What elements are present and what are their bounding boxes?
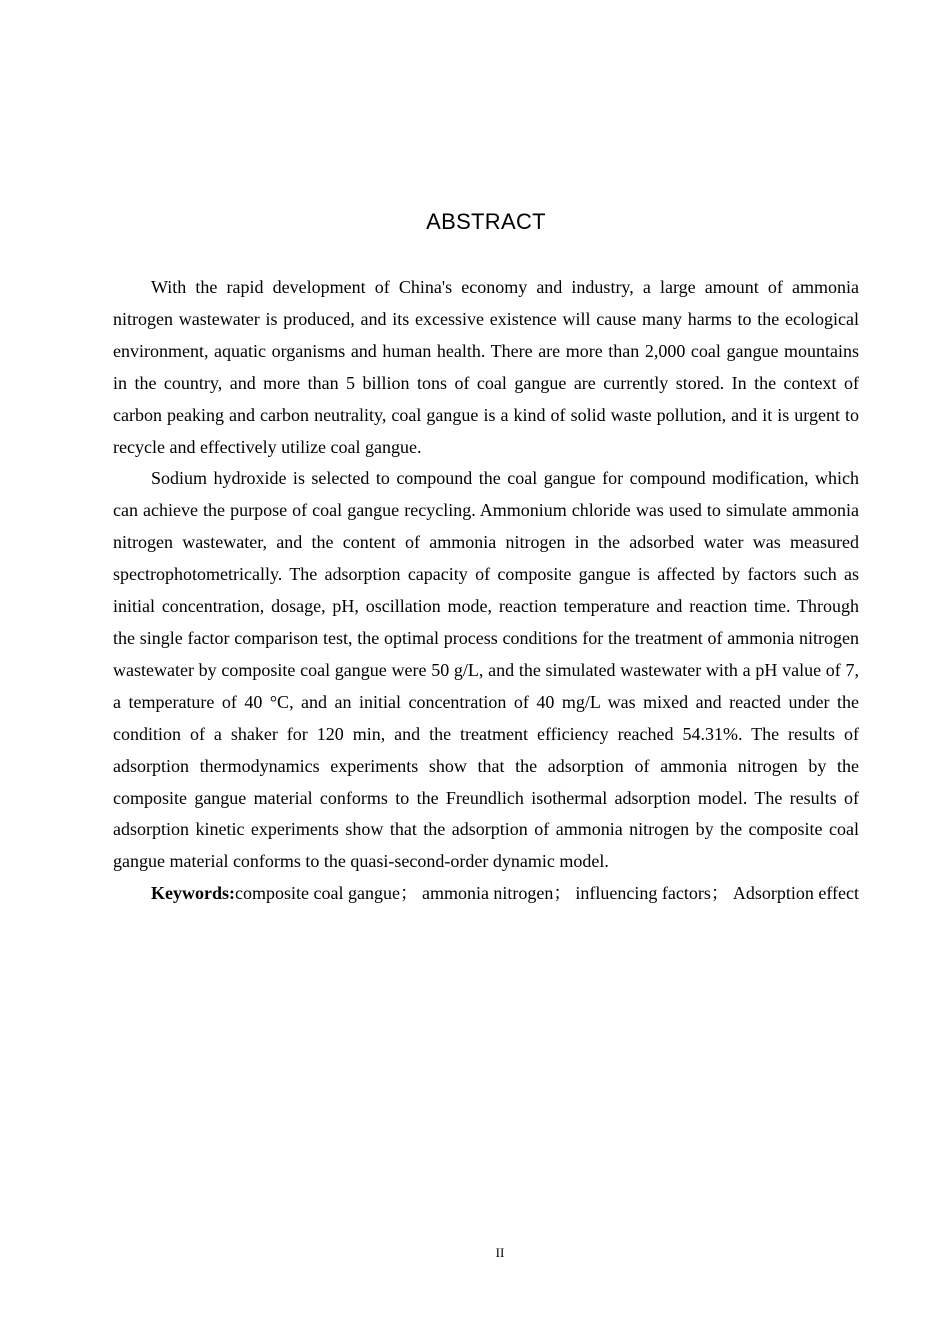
abstract-paragraph-2: Sodium hydroxide is selected to compound the coal gangue for compound modification, which can achieve the purpose of coal gangue recycling. Ammonium chloride was used to simulate ammonia nitrogen wastewater, and the content of ammonia nitrogen in the adsorbed water was measured spectrophotometrically. The adsorption capacity of composite gangue is affected by factors such as initial concentration, dosage, pH, oscillation mode, reaction temperature and reaction time. Through the single factor comparison test, the optimal process conditions for the treatment of ammonia nitrogen wastewater by composite coal gangue were 50 g/L, and the simulated wastewater with a pH value of 7, a temperature of 40 °C, and an initial concentration of 40 mg/L was mixed and reacted under the condition of a shaker for 120 min, and the treatment efficiency reached 54.31%. The results of adsorption thermodynamics experiments show that the adsorption of ammonia nitrogen by the composite gangue material conforms to the Freundlich isothermal adsorption model. The results of adsorption kinetic experiments show that the adsorption of ammonia nitrogen by the composite coal gangue material conforms to the quasi-second-order dynamic model.	[113, 468, 859, 872]
keywords-line	[113, 878, 859, 910]
abstract-paragraph-1: With the rapid development of China's economy and industry, a large amount of ammonia nitrogen wastewater is produced, and its excessive existence will cause many harms to the ecological environment, aquatic organisms and human health. There are more than 2,000 coal gangue mountains in the country, and more than 5 billion tons of coal gangue are currently stored. In the context of carbon peaking and carbon neutrality, coal gangue is a kind of solid waste pollution, and it is urgent to recycle and effectively utilize coal gangue.	[113, 277, 859, 457]
abstract-heading: ABSTRACT	[426, 209, 546, 234]
abstract-body	[113, 272, 859, 910]
keyword-item: influencing factors	[575, 883, 711, 904]
keyword-item: Adsorption effect	[732, 883, 860, 904]
keywords-label: Keywords:	[151, 883, 235, 904]
page-number: II	[495, 1245, 505, 1260]
keyword-separator: ；	[710, 883, 729, 904]
keyword-item: composite coal gangue	[235, 883, 400, 904]
keyword-separator: ；	[553, 883, 572, 904]
keyword-item: ammonia nitrogen	[421, 883, 554, 904]
keyword-separator: ；	[399, 883, 418, 904]
